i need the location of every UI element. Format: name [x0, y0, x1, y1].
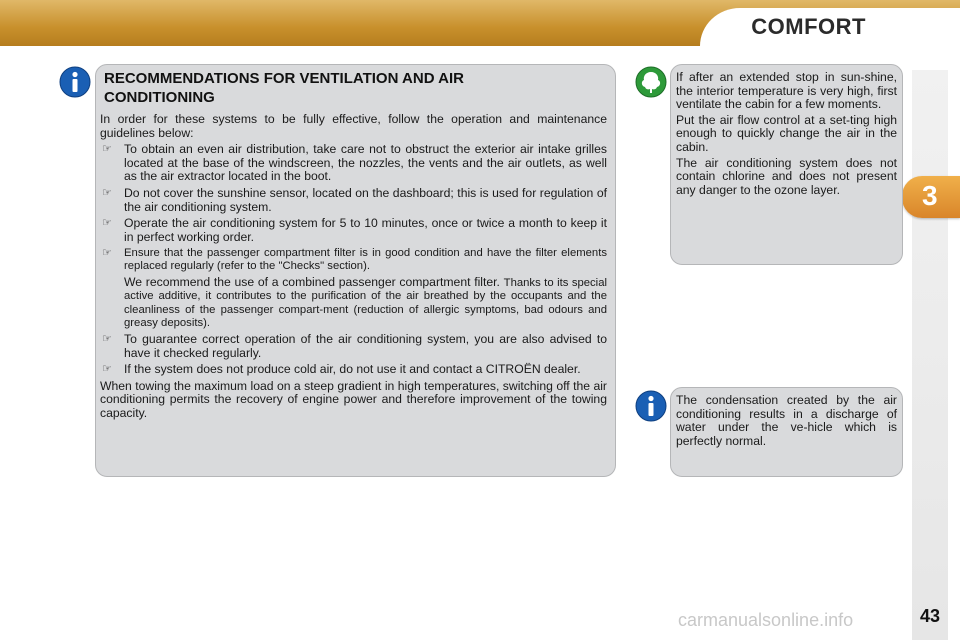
- list-item: ☞ To guarantee correct operation of the air conditioning system, you are also advised to have it checked regularly.: [102, 331, 607, 360]
- eco-paragraph: The air conditioning system does not contain chlorine and does not present any danger to the ozone layer.: [676, 155, 897, 197]
- info-icon: [635, 390, 667, 422]
- recommendations-text: [100, 113, 607, 423]
- list-item: ☞ To obtain an even air distribution, take care not to obstruct the exterior air intake grilles located at the base of the windscreen, the nozzles, the vents and the air outlets, as well as the air extractor located in the boot.: [102, 142, 607, 184]
- info-icon: [59, 66, 91, 98]
- info-note-text: The condensation created by the air conditioning results in a discharge of water under the ve-hicle which is perfectly normal.: [676, 393, 897, 448]
- pointing-hand-icon: ☞: [102, 217, 112, 230]
- pointing-hand-icon: ☞: [102, 143, 112, 156]
- list-item: ☞ Operate the air conditioning system for 5 to 10 minutes, once or twice a month to keep it in perfect working order.: [102, 216, 607, 244]
- eco-leaf-icon: [635, 66, 667, 98]
- chapter-number: 3: [922, 180, 938, 211]
- eco-paragraph: Put the air flow control at a set-ting high enough to quickly change the air in the cabin.: [676, 112, 897, 154]
- intro-paragraph: In order for these systems to be fully effective, follow the operation and maintenance guidelines below:: [100, 112, 607, 140]
- side-strip: [912, 70, 948, 640]
- eco-paragraph: If after an extended stop in sun-shine, the interior temperature is very high, first ventilate the cabin for a few moments.: [676, 70, 897, 112]
- pointing-hand-icon: ☞: [102, 332, 112, 345]
- pointing-hand-icon: ☞: [102, 247, 112, 260]
- box-title: RECOMMENDATIONS FOR VENTILATION AND AIR CONDITIONING: [104, 70, 464, 106]
- pointing-hand-icon: ☞: [102, 186, 112, 199]
- pointing-hand-icon: ☞: [102, 363, 112, 376]
- eco-tip-text: [676, 71, 897, 199]
- page-number: 43: [920, 606, 941, 626]
- section-title: COMFORT: [751, 14, 866, 39]
- towing-paragraph: When towing the maximum load on a steep gradient in high temperatures, switching off the air conditioning permits the recovery of engine power and therefore improvement of the towing capacity.: [100, 378, 607, 420]
- list-item: ☞ Ensure that the passenger compartment filter is in good condition and have the filter elements replaced regularly (refer to the "Checks" section).: [102, 247, 607, 272]
- watermark: carmanualsonline.info: [678, 610, 854, 630]
- list-item: ☞ Do not cover the sunshine sensor, located on the dashboard; this is used for regulation of the air conditioning system.: [102, 185, 607, 214]
- list-item: ☞ If the system does not produce cold air, do not use it and contact a CITROËN dealer.: [102, 362, 581, 377]
- filter-note: We recommend the use of a combined passenger compartment filter. Thanks to its special active additive, it contributes to the purification of the air breathed by the occupants and the cleanliness of the passenger compart-ment (reduction of allergic symptoms, bad odours and greasy deposits).: [124, 274, 607, 330]
